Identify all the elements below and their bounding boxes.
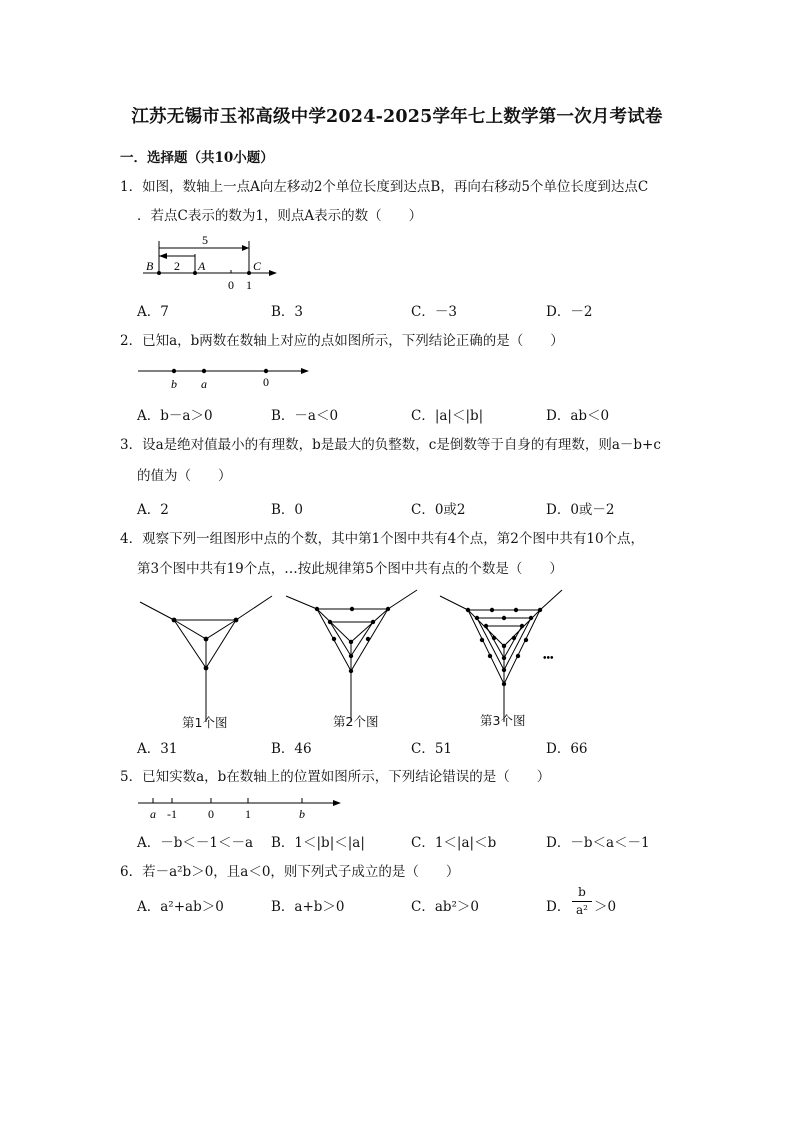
q4-fig3-dot [480,638,484,642]
q3-option-c: C．0或2 [411,502,466,518]
q4-option-b: B．46 [271,741,312,757]
q4-fig2-dot [371,620,375,624]
q4-fig3-dot [512,636,516,640]
q1-option-a: A．7 [137,304,169,320]
q1-axis-arrow [269,270,277,276]
q2-point-b [172,369,176,373]
q2-number-line-figure [135,360,315,392]
q4-fig2-dot [349,640,353,644]
q4-fig3-dot [502,616,506,620]
q6-option-d-suffix: ＞0 [594,899,617,915]
q1-arrow-5 [242,245,249,251]
q2-label-b: b [171,377,177,391]
q3-option-d: D．0或－2 [546,502,615,518]
q1-arrow-2 [159,253,167,259]
q3-option-a: A．2 [137,502,169,518]
q5-option-d: D．－b＜a＜－1 [546,835,650,851]
q1-stem-line1: 1．如图，数轴上一点A向左移动2个单位长度到达点B，再向右移动5个单位长度到达点C [120,179,649,195]
q4-fig3-dot [502,682,506,686]
q4-fig2-dot [315,607,319,611]
q4-ellipsis: ••• [543,653,554,664]
q2-point-zero [264,369,268,373]
q4-fig2-dot [328,620,332,624]
q2-label-zero: 0 [263,375,269,389]
q1-point-b [157,271,161,275]
q1-option-d: D．－2 [546,304,593,320]
q2-option-a: A．b－a＞0 [137,408,213,424]
q1-label-5: 5 [202,233,208,247]
q4-fig2-dot [349,654,353,658]
q6-option-c: C．ab²＞0 [411,899,480,915]
q4-fig1-dot [234,618,239,623]
q2-axis-arrow [301,368,309,374]
q1-label-one: 1 [246,278,252,292]
q4-fig3-dot [538,608,542,612]
q4-fig3-dot [502,644,506,648]
q1-label-a: A [198,259,206,273]
q1-label-zero: 0 [228,278,234,292]
q2-stem: 2．已知a，b两数在数轴上对应的点如图所示，下列结论正确的是（ ） [120,333,564,349]
q1-point-c [247,271,251,275]
q3-stem-line2: 的值为（ ） [137,468,232,484]
q1-stem-line2: ．若点C表示的数为1，则点A表示的数（ ） [137,208,423,224]
q1-label-c: C [253,259,262,273]
q5-stem: 5．已知实数a，b在数轴上的位置如图所示，下列结论错误的是（ ） [120,769,551,785]
q2-point-a [202,369,206,373]
q4-fig2-dot [350,607,354,611]
q4-fig2-dot [332,637,336,641]
q4-fig3-dot [529,616,533,620]
q1-option-c: C．－3 [411,304,457,320]
q6-option-d-prefix: D． [546,899,571,915]
q2-option-b: B．－a＜0 [271,408,339,424]
q4-fig3-dot [466,608,470,612]
q4-fig2-dot [366,637,370,641]
q1-point-a [193,271,197,275]
q6-stem: 6．若－a²b＞0，且a＜0，则下列式子成立的是（ ） [120,864,460,880]
q4-fig3-dot [484,624,488,628]
q4-figure-2-label: 第2个图 [333,714,379,729]
q4-fig3-dot [520,624,524,628]
q6-option-d-fraction-bar [572,901,592,902]
q4-fig2-dot [349,669,353,673]
q5-option-c: C．1＜|a|＜b [411,835,497,851]
q4-stem-line2: 第3个图中共有19个点，…按此规律第5个图中共有点的个数是（ ） [137,561,563,577]
q5-number-line-figure [135,794,345,824]
q6-option-d [546,886,626,926]
q4-fig3-dot [502,668,506,672]
q2-option-d: D．ab＜0 [546,408,610,424]
q4-fig3-dot [514,608,518,612]
q4-fig3-dot [492,636,496,640]
q1-option-b: B．3 [271,304,304,320]
q4-fig3-dot [490,608,494,612]
q6-option-d-numerator: b [578,885,586,899]
q4-fig3-dot [516,654,520,658]
q6-option-a: A．a²+ab＞0 [137,899,224,915]
q6-option-d-denominator: a² [576,903,588,917]
q2-option-c: C．|a|＜|b| [411,408,484,424]
q5-label-zero: 0 [208,807,214,821]
q4-fig3-dot [502,656,506,660]
q4-fig1-dot [204,637,209,642]
page-title: 江苏无锡市玉祁高级中学2024-2025学年七上数学第一次月考试卷 [131,107,663,127]
q4-fig3-dot [524,638,528,642]
q6-option-b: B．a+b＞0 [271,899,345,915]
q5-label-one: 1 [245,807,251,821]
section-heading: 一．选择题（共10小题） [120,150,274,166]
q4-figure-2 [286,590,417,722]
q5-label-b: b [299,807,305,821]
q5-label-a: a [150,807,156,821]
q4-fig3-dot [475,616,479,620]
q4-option-c: C．51 [411,741,453,757]
q4-fig1-dot [204,666,209,671]
q4-fig3-dot [488,654,492,658]
q3-stem-line1: 3．设a是绝对值最小的有理数，b是最大的负整数，c是倒数等于自身的有理数，则a－b+c [120,437,661,453]
q1-number-line-figure [135,232,285,294]
q4-figure-1 [140,596,272,722]
q5-label-neg1: -1 [167,807,177,821]
q2-label-a: a [201,377,207,391]
q1-label-2: 2 [174,259,180,273]
q4-option-a: A．31 [137,741,178,757]
q4-stem-line1: 4．观察下列一组图形中点的个数，其中第1个图中共有4个点，第2个图中共有10个点， [120,531,645,547]
q3-option-b: B．0 [271,502,304,518]
q4-fig2-dot [386,607,390,611]
q5-option-b: B．1＜|b|＜|a| [271,835,365,851]
q4-figure-3-label: 第3个图 [480,713,526,728]
q5-option-a: A．－b＜－1＜－a [137,835,254,851]
q1-label-b: B [146,259,154,273]
q5-axis-arrow [333,800,341,806]
q4-figure-1-label: 第1个图 [182,715,228,730]
q4-fig1-dot [172,618,177,623]
q4-option-d: D．66 [546,741,588,757]
